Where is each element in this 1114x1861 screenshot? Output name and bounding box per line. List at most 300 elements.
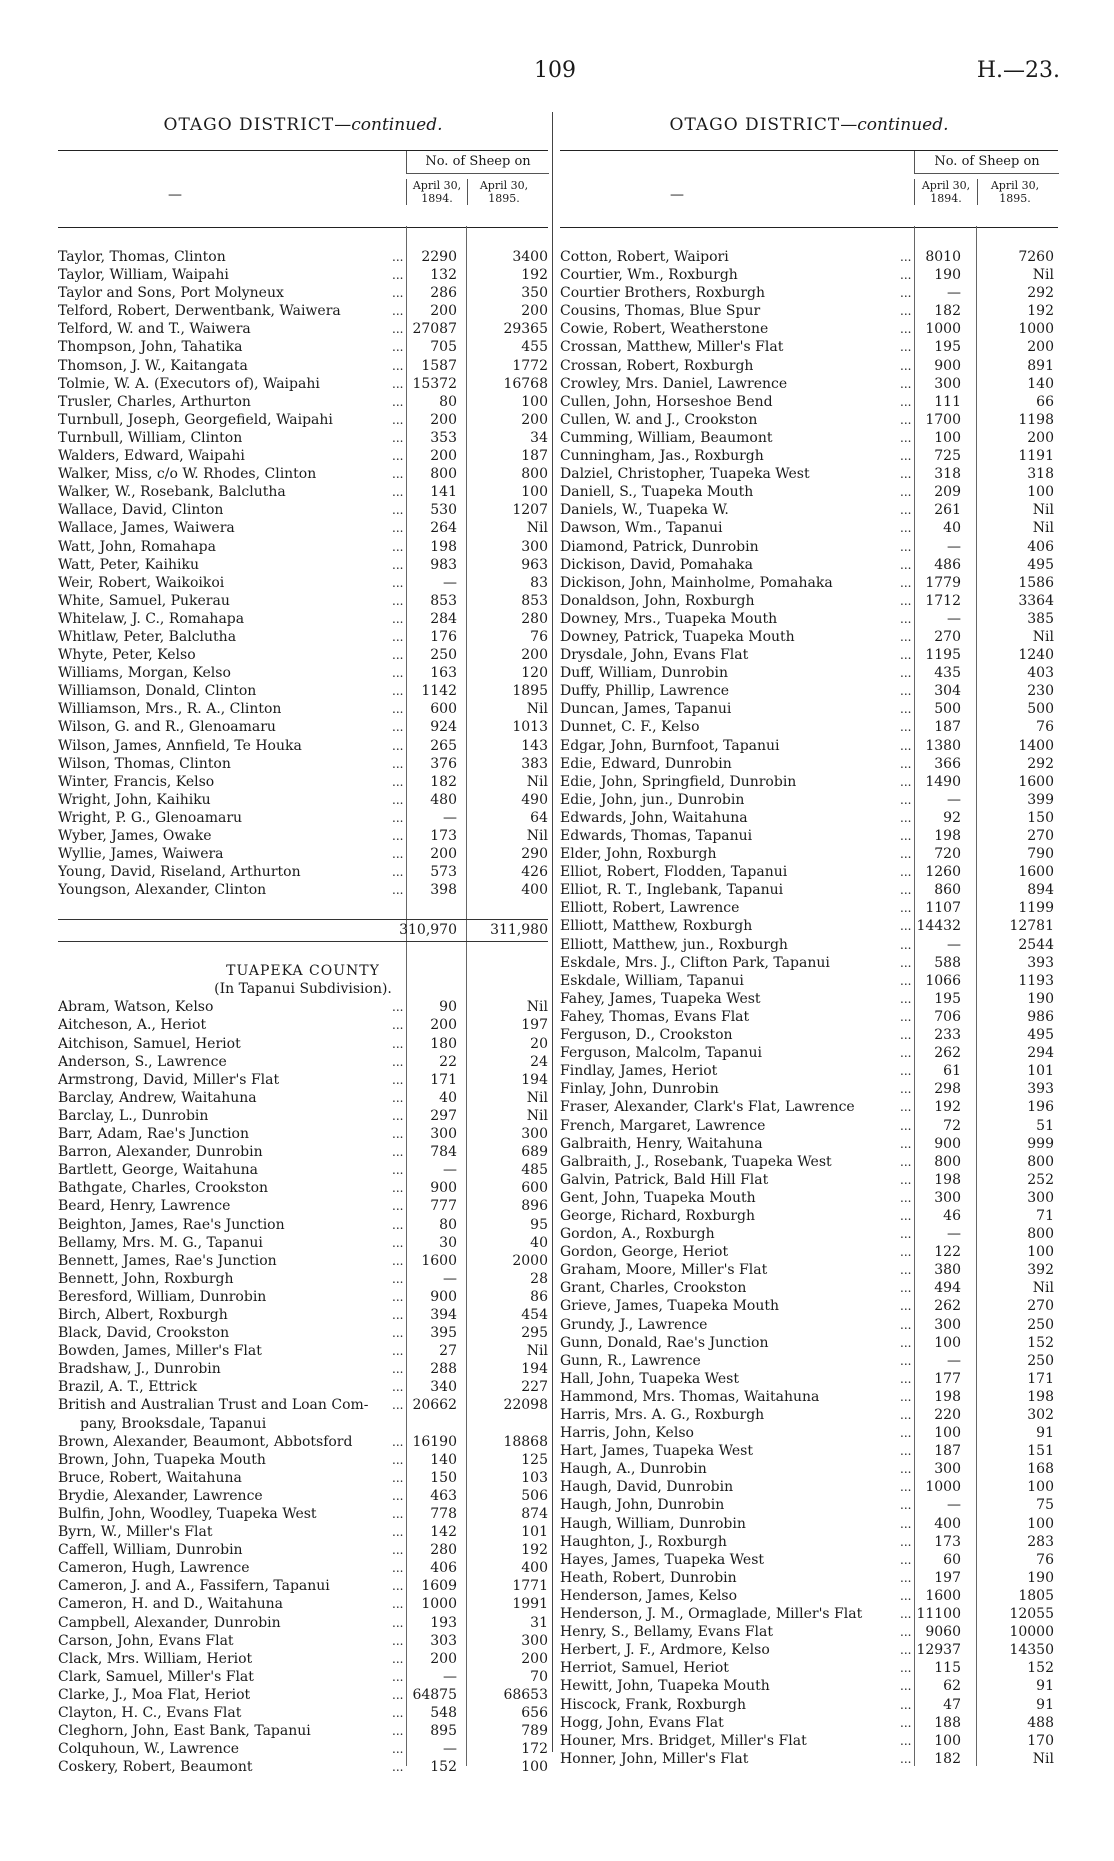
sheep-1894: 1066	[925, 972, 961, 989]
table-row	[560, 1460, 1058, 1478]
sheep-1894: 92	[943, 809, 961, 826]
leader-dots: ...	[900, 937, 912, 952]
table-row	[560, 1587, 1058, 1605]
leader-dots: ...	[392, 1597, 404, 1612]
owner-name: Haugh, John, Dunrobin	[560, 1497, 725, 1514]
table-row	[560, 1533, 1058, 1551]
owner-name: Black, David, Crookston	[58, 1325, 230, 1342]
sheep-1895: 986	[1027, 1008, 1054, 1025]
owner-name: Armstrong, David, Miller's Flat	[58, 1071, 280, 1088]
sheep-1895: 18868	[503, 1433, 548, 1450]
leader-dots: ...	[900, 1588, 912, 1603]
table-row	[58, 628, 548, 646]
sheep-1895: 101	[1027, 1063, 1054, 1080]
leader-dots: ...	[900, 1408, 912, 1422]
leader-dots: ...	[900, 1317, 912, 1332]
leader-dots: ...	[392, 1579, 404, 1594]
leader-dots: ...	[392, 1434, 404, 1449]
sheep-1895: 350	[521, 285, 548, 302]
owner-name: Heath, Robert, Dunrobin	[560, 1569, 737, 1586]
sheep-1895: 140	[1027, 375, 1054, 392]
sheep-1895: 280	[521, 610, 548, 627]
leader-dots: ...	[900, 304, 912, 319]
leader-dots: ...	[392, 1687, 404, 1702]
sheep-1895: 300	[1027, 1189, 1054, 1206]
owner-name: Gunn, R., Lawrence	[560, 1352, 701, 1369]
leader-dots: ...	[900, 919, 912, 934]
table-row	[58, 809, 548, 827]
leader-dots: ...	[900, 1371, 912, 1386]
sheep-1894: 122	[934, 1244, 961, 1261]
owner-name: Williamson, Donald, Clinton	[58, 683, 257, 700]
sheep-1895: 143	[521, 737, 548, 754]
sheep-1895: Nil	[526, 773, 548, 790]
table-row	[58, 1541, 548, 1559]
sheep-1894: 262	[934, 1045, 961, 1062]
leader-dots: ...	[392, 666, 404, 681]
leader-dots: ...	[900, 901, 912, 916]
sheep-1894: 480	[430, 791, 457, 808]
sheep-1895: 400	[521, 1560, 548, 1577]
sheep-1895: 656	[521, 1705, 548, 1722]
leader-dots: ...	[900, 467, 912, 482]
owner-name: Galbraith, J., Rosebank, Tuapeka West	[560, 1153, 832, 1170]
owner-name: Anderson, S., Lawrence	[58, 1053, 227, 1070]
owner-name: Findlay, James, Heriot	[560, 1063, 718, 1080]
table-row	[58, 501, 548, 519]
sheep-1895: 76	[530, 628, 548, 645]
sheep-1895: 14350	[1009, 1642, 1054, 1659]
table-row	[58, 664, 548, 682]
owner-name: Cullen, W. and J., Crookston	[560, 411, 758, 428]
sheep-1895: 3400	[512, 249, 548, 265]
owner-name: Williamson, Mrs., R. A., Clinton	[58, 701, 282, 718]
owner-name: Carson, John, Evans Flat	[58, 1632, 234, 1649]
sheep-1895: 250	[1027, 1316, 1054, 1333]
leader-dots: ...	[392, 810, 404, 825]
leader-dots: ...	[392, 1615, 404, 1630]
owner-name: Downey, Mrs., Tuapeka Mouth	[560, 610, 778, 627]
leader-dots: ...	[392, 394, 404, 409]
table-row	[560, 1153, 1058, 1171]
owner-name: Trusler, Charles, Arthurton	[58, 393, 251, 410]
col-1895-header: April 30, 1895.	[479, 179, 529, 205]
owner-name: Coskery, Robert, Beaumont	[58, 1759, 253, 1776]
sheep-1894: 725	[934, 448, 961, 465]
sheep-1895: 197	[521, 1017, 548, 1034]
sheep-1894: 198	[934, 1171, 961, 1188]
sheep-1895: 100	[521, 1759, 548, 1776]
sheep-1894: 1587	[421, 357, 457, 374]
owner-name: Gordon, A., Roxburgh	[560, 1226, 715, 1243]
table-row	[560, 972, 1058, 990]
owner-name: Turnbull, William, Clinton	[58, 429, 243, 446]
owner-name: Hogg, John, Evans Flat	[560, 1714, 724, 1731]
sheep-1895: 34	[530, 429, 548, 446]
sheep-1895: 28	[530, 1270, 548, 1287]
sheep-1895: 495	[1027, 1027, 1054, 1044]
leader-dots: ...	[392, 1362, 404, 1377]
leader-dots: ...	[392, 865, 404, 880]
owner-name: Herbert, J. F., Ardmore, Kelso	[560, 1642, 770, 1659]
table-row	[560, 1026, 1058, 1044]
leader-dots: ...	[392, 1651, 404, 1666]
left-table-header	[58, 150, 548, 228]
owner-name: Taylor, Thomas, Clinton	[58, 249, 226, 265]
sheep-1894: 180	[430, 1035, 457, 1052]
owner-name: Thompson, John, Tahatika	[58, 339, 243, 356]
owner-name: Diamond, Patrick, Dunrobin	[560, 538, 759, 555]
leader-dots: ...	[900, 1625, 912, 1640]
sheep-1895: 294	[1027, 1045, 1054, 1062]
leader-dots: ...	[392, 629, 404, 644]
leader-dots: ...	[900, 738, 912, 753]
owner-name: Bartlett, George, Waitahuna	[58, 1162, 258, 1179]
sheep-1895: Nil	[526, 1343, 548, 1360]
table-row	[58, 1342, 548, 1360]
table-row	[560, 393, 1058, 411]
sheep-1894: 173	[934, 1533, 961, 1550]
owner-name: Williams, Morgan, Kelso	[58, 665, 231, 682]
sheep-1894: 200	[430, 448, 457, 465]
table-row	[560, 501, 1058, 519]
sheep-1894: 182	[934, 1750, 961, 1767]
owner-name: Hiscock, Frank, Roxburgh	[560, 1696, 747, 1713]
owner-name: Grieve, James, Tuapeka Mouth	[560, 1298, 779, 1315]
table-row	[560, 773, 1058, 791]
section-subtitle: (In Tapanui Subdivision).	[214, 981, 392, 998]
leader-dots: ...	[900, 1136, 912, 1151]
sheep-1895: 200	[1027, 339, 1054, 356]
sheep-1894: 900	[430, 1288, 457, 1305]
table-row	[560, 302, 1058, 320]
sheep-1894: 924	[430, 719, 457, 736]
sheep-1895: 151	[1027, 1443, 1054, 1460]
table-row	[58, 1487, 548, 1505]
owner-name: Cameron, Hugh, Lawrence	[58, 1560, 250, 1577]
leader-dots: ...	[900, 829, 912, 843]
sheep-1895: 300	[521, 538, 548, 555]
leader-dots: ...	[900, 629, 912, 644]
sheep-1895: 95	[530, 1216, 548, 1233]
sheep-1894: 1142	[421, 683, 457, 700]
owner-name: Hayes, James, Tuapeka West	[560, 1551, 765, 1568]
owner-name: Beighton, James, Rae's Junction	[58, 1216, 285, 1233]
sheep-1895: 187	[521, 448, 548, 465]
table-row	[560, 1442, 1058, 1460]
sheep-1895: 100	[1027, 1515, 1054, 1532]
table-row	[560, 1569, 1058, 1587]
sheep-1895: 1772	[512, 357, 548, 374]
sheep-1894: 140	[430, 1451, 457, 1468]
owner-name: Aitcheson, A., Heriot	[58, 1017, 207, 1034]
table-row	[58, 1415, 548, 1433]
table-row	[560, 1080, 1058, 1098]
table-row	[58, 1306, 548, 1324]
table-row	[560, 1117, 1058, 1135]
sheep-1894: 61	[943, 1063, 961, 1080]
sheep-1894: —	[947, 791, 961, 808]
table-row	[560, 1515, 1058, 1533]
owner-name: Walders, Edward, Waipahi	[58, 448, 245, 465]
leader-dots: ...	[392, 575, 404, 590]
sheep-1895: 292	[1027, 755, 1054, 772]
leader-dots: ...	[900, 1154, 912, 1169]
sheep-1895: 963	[521, 556, 548, 573]
leader-dots: ...	[900, 358, 912, 373]
sheep-1894: 200	[430, 1650, 457, 1667]
table-row	[560, 1496, 1058, 1514]
sheep-1895: 300	[521, 1632, 548, 1649]
owner-name: Cumming, William, Beaumont	[560, 429, 773, 446]
owner-name: Donaldson, John, Roxburgh	[560, 592, 755, 609]
sheep-1895: 192	[1027, 303, 1054, 320]
sheep-1894: 100	[934, 1732, 961, 1749]
sheep-1895: 385	[1027, 610, 1054, 627]
leader-dots: ...	[392, 358, 404, 373]
table-row	[58, 1396, 548, 1414]
table-row	[58, 375, 548, 393]
leader-dots: ...	[392, 829, 404, 843]
leader-dots: ...	[392, 1235, 404, 1250]
leader-dots: ...	[900, 1570, 912, 1585]
sheep-1894: 406	[430, 1560, 457, 1577]
table-row	[560, 1243, 1058, 1261]
owner-name: Edie, Edward, Dunrobin	[560, 755, 732, 772]
sheep-1894: 1712	[925, 592, 961, 609]
section-title: TUAPEKA COUNTY	[226, 963, 380, 980]
sheep-1895: 485	[521, 1162, 548, 1179]
leader-dots: ...	[392, 376, 404, 391]
table-row	[58, 266, 548, 284]
sheep-1895: 190	[1027, 1569, 1054, 1586]
leader-dots: ...	[392, 756, 404, 771]
sheep-1895: 227	[521, 1379, 548, 1396]
leader-dots: ...	[392, 1742, 404, 1757]
owner-name: Walker, W., Rosebank, Balclutha	[58, 484, 286, 501]
leader-dots: ...	[900, 865, 912, 880]
owner-name: Wallace, James, Waiwera	[58, 520, 235, 537]
table-row	[58, 1433, 548, 1451]
leader-dots: ...	[900, 792, 912, 807]
table-row	[58, 1722, 548, 1740]
table-row	[560, 375, 1058, 393]
owner-name: Beard, Henry, Lawrence	[58, 1198, 231, 1215]
sheep-1894: 800	[934, 1153, 961, 1170]
table-row	[560, 266, 1058, 284]
sheep-1895: 91	[1036, 1696, 1054, 1713]
sheep-1895: 1240	[1018, 647, 1054, 664]
owner-name: Grundy, J., Lawrence	[560, 1316, 708, 1333]
sheep-1895: 230	[1027, 683, 1054, 700]
leader-dots: ...	[392, 1217, 404, 1232]
sheep-1894: 47	[943, 1696, 961, 1713]
leader-dots: ...	[392, 1344, 404, 1359]
sheep-1895: 100	[1027, 1479, 1054, 1496]
owner-name: Dalziel, Christopher, Tuapeka West	[560, 466, 810, 483]
table-row	[58, 1035, 548, 1053]
owner-name: Young, David, Riseland, Arthurton	[58, 864, 301, 881]
sheep-1894: 233	[934, 1027, 961, 1044]
sheep-1894: 860	[934, 882, 961, 899]
sheep-1895: 800	[1027, 1153, 1054, 1170]
sheep-1894: —	[947, 1352, 961, 1369]
sheep-1895: 689	[521, 1144, 548, 1161]
sheep-1894: 27087	[412, 321, 457, 338]
leader-dots: ...	[392, 1470, 404, 1485]
table-row	[58, 863, 548, 881]
table-row	[58, 682, 548, 700]
sheep-1894: 152	[430, 1759, 457, 1776]
table-row	[560, 1659, 1058, 1677]
owner-name: Cleghorn, John, East Bank, Tapanui	[58, 1723, 311, 1740]
sheep-1894: —	[443, 574, 457, 591]
leader-dots: ...	[900, 810, 912, 825]
owner-name: Wilson, James, Annfield, Te Houka	[58, 737, 302, 754]
table-row	[58, 1016, 548, 1034]
owner-name: Crossan, Robert, Roxburgh	[560, 357, 754, 374]
leader-dots: ...	[900, 666, 912, 681]
sheep-1895: 800	[521, 466, 548, 483]
table-row	[560, 1388, 1058, 1406]
leader-dots: ...	[900, 1335, 912, 1350]
sheep-1894: 200	[430, 303, 457, 320]
spacer	[58, 944, 548, 962]
leader-dots: ...	[900, 720, 912, 735]
table-row	[58, 1179, 548, 1197]
owner-name: Edie, John, Springfield, Dunrobin	[560, 773, 797, 790]
sheep-1894: 132	[430, 267, 457, 284]
table-row	[560, 1098, 1058, 1116]
owner-name: Elliott, Matthew, jun., Roxburgh	[560, 936, 788, 953]
owner-name: Herriot, Samuel, Heriot	[560, 1660, 729, 1677]
total-1894: 310,970	[399, 922, 457, 939]
table-row	[58, 1324, 548, 1342]
table-row	[58, 1505, 548, 1523]
leader-dots: ...	[900, 286, 912, 301]
leader-dots: ...	[900, 1607, 912, 1622]
sheep-1895: 406	[1027, 538, 1054, 555]
sheep-1894: 548	[430, 1705, 457, 1722]
owner-name: Watt, John, Romahapa	[58, 538, 216, 555]
sheep-1895: Nil	[1032, 267, 1054, 284]
leader-dots: ...	[900, 1643, 912, 1658]
right-column-title: OTAGO DISTRICT—continued.	[669, 115, 949, 135]
sheep-1895: 270	[1027, 828, 1054, 844]
sheep-1895: 302	[1027, 1407, 1054, 1423]
sheep-1895: 283	[1027, 1533, 1054, 1550]
table-row	[58, 791, 548, 809]
owner-name: Winter, Francis, Kelso	[58, 773, 215, 790]
leader-dots: ...	[392, 412, 404, 427]
leader-dots: ...	[900, 1064, 912, 1079]
sheep-1895: 198	[1027, 1388, 1054, 1405]
table-row	[560, 718, 1058, 736]
sheep-1895: 200	[521, 303, 548, 320]
sheep-1895: 393	[1027, 1081, 1054, 1098]
leader-dots: ...	[392, 1289, 404, 1304]
leader-dots: ...	[900, 1679, 912, 1694]
leader-dots: ...	[900, 268, 912, 283]
sheep-1894: 1600	[421, 1252, 457, 1269]
sheep-1894: 220	[934, 1407, 961, 1423]
sheep-1894: 303	[430, 1632, 457, 1649]
table-row	[58, 773, 548, 791]
leader-dots: ...	[392, 1669, 404, 1684]
table-row	[58, 284, 548, 302]
sheep-1895: 100	[521, 484, 548, 501]
leader-dots: ...	[392, 720, 404, 735]
table-row	[560, 1225, 1058, 1243]
owner-name: Hall, John, Tuapeka West	[560, 1370, 739, 1387]
sheep-1895: 874	[521, 1506, 548, 1522]
table-row	[58, 338, 548, 356]
sheep-1894: 300	[934, 1461, 961, 1478]
table-row	[58, 1216, 548, 1234]
table-row	[560, 1641, 1058, 1659]
owner-name: Barclay, Andrew, Waitahuna	[58, 1089, 257, 1106]
leader-dots: ...	[900, 394, 912, 409]
leader-dots: ...	[392, 1452, 404, 1467]
table-row	[58, 998, 548, 1016]
owner-name: Cowie, Robert, Weatherstone	[560, 321, 769, 338]
leader-dots: ...	[392, 1054, 404, 1069]
owner-name: Edwards, Thomas, Tapanui	[560, 828, 753, 844]
table-row	[560, 574, 1058, 592]
table-row	[560, 936, 1058, 954]
leader-dots: ...	[900, 575, 912, 590]
table-row	[560, 845, 1058, 863]
owner-name: Harris, Mrs. A. G., Roxburgh	[560, 1407, 765, 1423]
sheep-1894: 198	[934, 1388, 961, 1405]
owner-name: Wyllie, James, Waiwera	[58, 846, 224, 863]
sheep-1894: 197	[934, 1569, 961, 1586]
sheep-1894: 142	[430, 1524, 457, 1541]
sheep-1894: —	[947, 936, 961, 953]
spacer	[58, 899, 548, 917]
table-row	[58, 1053, 548, 1071]
table-row	[560, 954, 1058, 972]
owner-name: Gent, John, Tuapeka Mouth	[560, 1189, 756, 1206]
owner-name: Wright, P. G., Glenoamaru	[58, 809, 243, 826]
leader-dots: ...	[900, 539, 912, 554]
leader-dots: ...	[392, 1380, 404, 1395]
leader-dots: ...	[392, 1488, 404, 1503]
sheep-1894: 394	[430, 1306, 457, 1323]
sheep-1894: 150	[430, 1469, 457, 1486]
table-row	[560, 1044, 1058, 1062]
leader-dots: ...	[900, 593, 912, 608]
leader-dots: ...	[392, 1127, 404, 1142]
leader-dots: ...	[392, 1072, 404, 1087]
table-row	[560, 755, 1058, 773]
leader-dots: ...	[900, 1462, 912, 1477]
table-row	[560, 519, 1058, 537]
owner-name: Caffell, William, Dunrobin	[58, 1542, 243, 1559]
sheep-1895: 3364	[1018, 592, 1054, 609]
leader-dots: ...	[392, 1271, 404, 1286]
sheep-1894: 80	[439, 1216, 457, 1233]
sheep-1894: 280	[430, 1542, 457, 1559]
sheep-1895: 64	[530, 809, 548, 826]
owner-name: Bradshaw, J., Dunrobin	[58, 1361, 221, 1378]
table-row	[560, 1062, 1058, 1080]
leader-dots: ...	[900, 485, 912, 500]
sheep-1895: Nil	[1032, 1280, 1054, 1297]
sheep-1894: 486	[934, 556, 961, 573]
sheep-1895: 800	[1027, 1226, 1054, 1243]
left-table-body	[58, 248, 548, 1776]
